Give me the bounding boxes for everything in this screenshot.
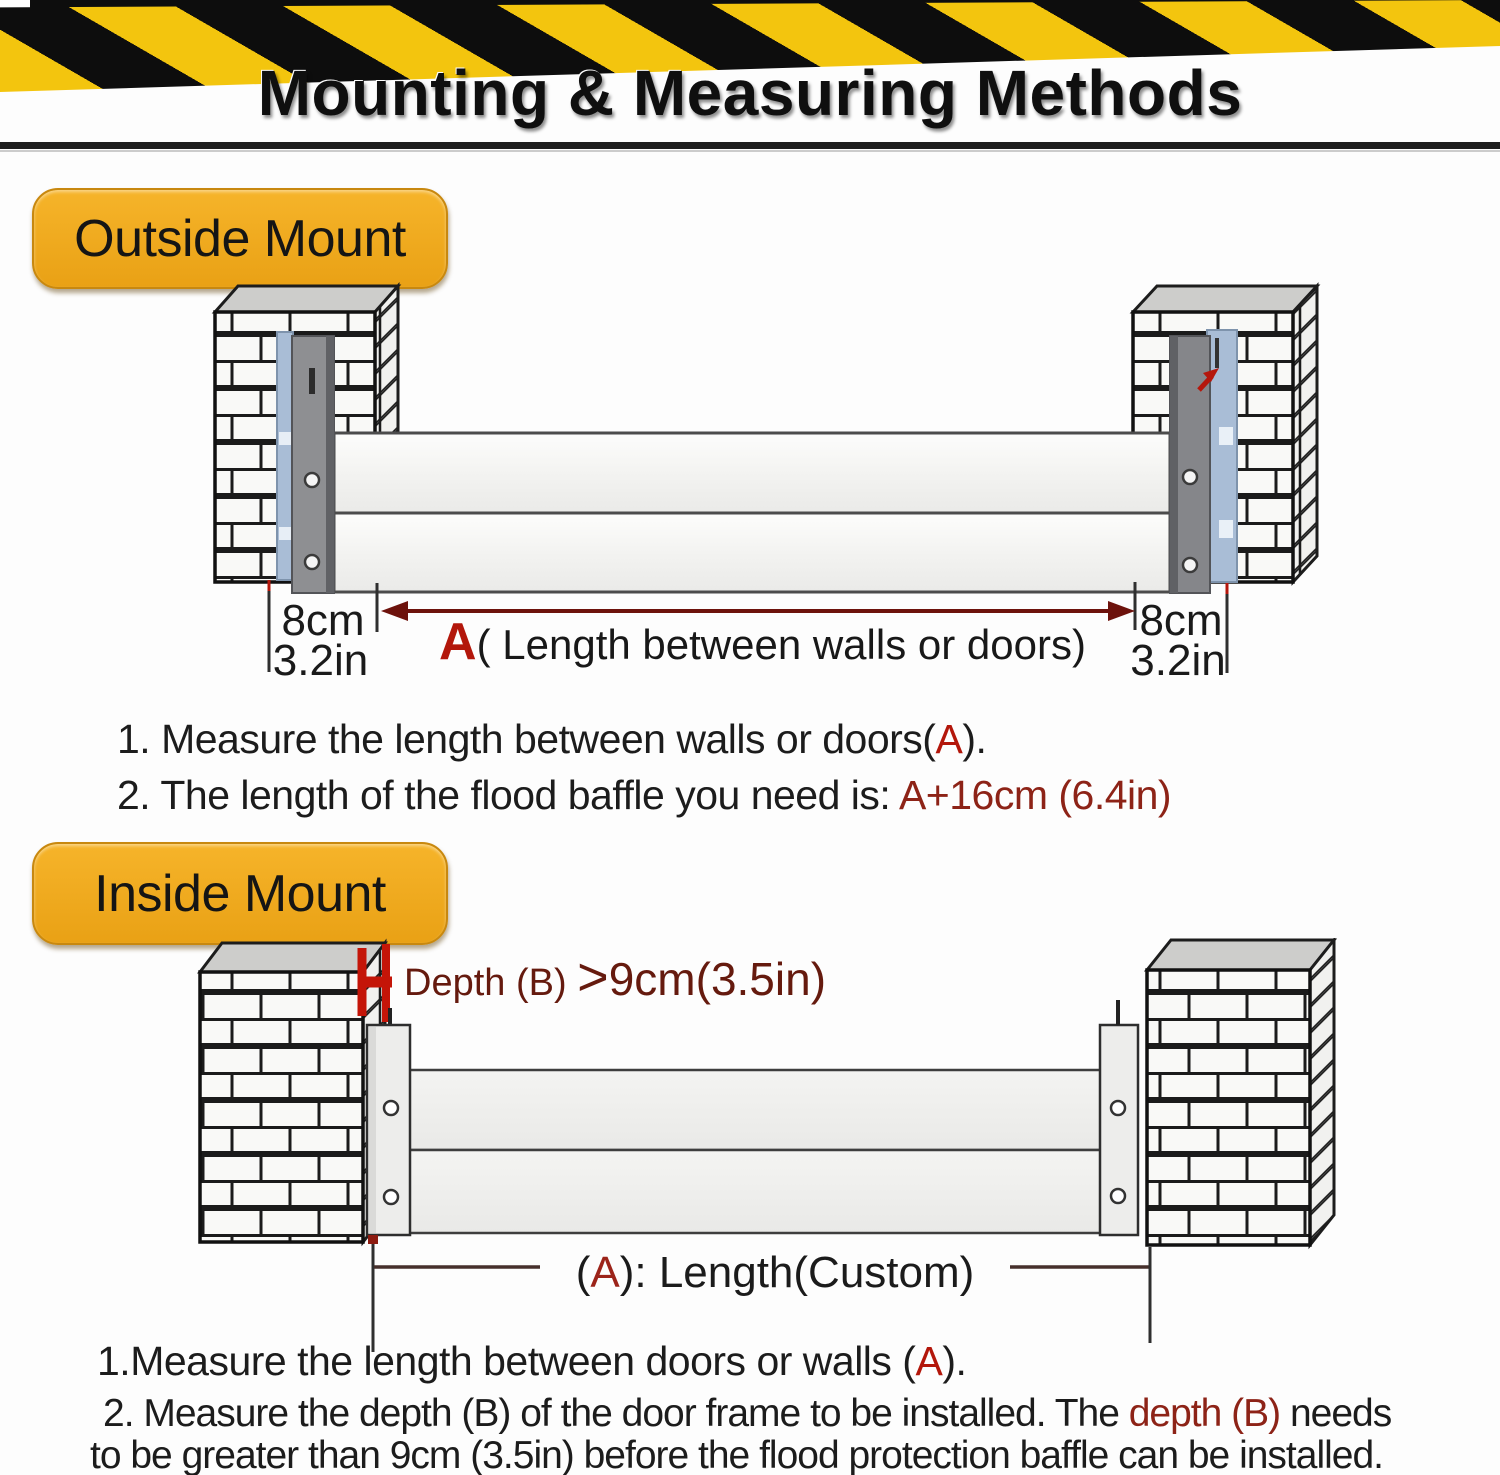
outside-mount-badge: Outside Mount: [32, 188, 448, 289]
left-offset-in-label: 3.2in: [272, 636, 369, 685]
depth-value: 9cm(3.5in): [608, 953, 827, 1005]
left-brick-pillar: [200, 943, 385, 1242]
outside-step1-red: A: [935, 716, 963, 762]
outside-step1-text: 1. Measure the length between walls or doors(: [117, 716, 936, 762]
custom-length-label: [540, 1248, 1010, 1298]
length-label-open: (: [575, 1248, 591, 1297]
inside-step2-text: 2. Measure the depth (B) of the door frame to be installed. The: [103, 1392, 1129, 1435]
right-offset-in-label: 3.2in: [1130, 636, 1226, 685]
depth-label-text: Depth (B): [404, 962, 578, 1004]
span-a-letter: A: [439, 613, 477, 671]
right-seal-strip: [1207, 330, 1237, 582]
left-seal-strip: [277, 332, 293, 580]
outside-step2-red: A+16cm (6.4in): [898, 772, 1172, 818]
length-label-rest: ): Length(Custom): [619, 1248, 975, 1297]
span-length-label: [390, 612, 1135, 672]
span-label-text: ( Length between walls or doors): [476, 621, 1086, 668]
inside-step2-end: needs: [1280, 1392, 1392, 1435]
inside-step2-red: depth (B): [1128, 1392, 1281, 1435]
page-title: Mounting & Measuring Methods: [257, 57, 1243, 129]
left-channel-bracket: [292, 336, 334, 593]
right-mount-plate: [1100, 1000, 1138, 1235]
inside-step-2-line1: [103, 1392, 1391, 1436]
depth-requirement-label: [404, 946, 826, 1008]
length-label-a: A: [590, 1248, 620, 1297]
flood-baffle-panels: [334, 433, 1170, 592]
header-divider: [0, 142, 1500, 149]
inside-step1-text: 1.Measure the length between doors or walls (: [97, 1338, 916, 1384]
flood-baffle-panels: [408, 1070, 1102, 1233]
right-offset-cm-label: 8cm: [1139, 596, 1223, 645]
inside-step-1: [97, 1338, 966, 1385]
outside-step-1: [117, 716, 986, 763]
outside-step-2: [117, 772, 1171, 819]
outside-step1-end: ).: [962, 716, 987, 762]
inside-step-2-line2: to be greater than 9cm (3.5in) before the flood protection baffle can be installed.: [90, 1434, 1383, 1475]
greater-than-symbol: >: [577, 947, 609, 1007]
left-mount-plate: [367, 1025, 410, 1244]
inside-step1-end: ).: [942, 1338, 967, 1384]
left-offset-cm-label: 8cm: [281, 596, 365, 645]
inside-mount-badge: Inside Mount: [32, 842, 448, 945]
header-divider-shadow: [0, 150, 1500, 152]
right-brick-pillar: [1147, 940, 1334, 1245]
inside-step1-red: A: [915, 1338, 943, 1384]
outside-step2-text: 2. The length of the flood baffle you need is:: [117, 772, 899, 818]
